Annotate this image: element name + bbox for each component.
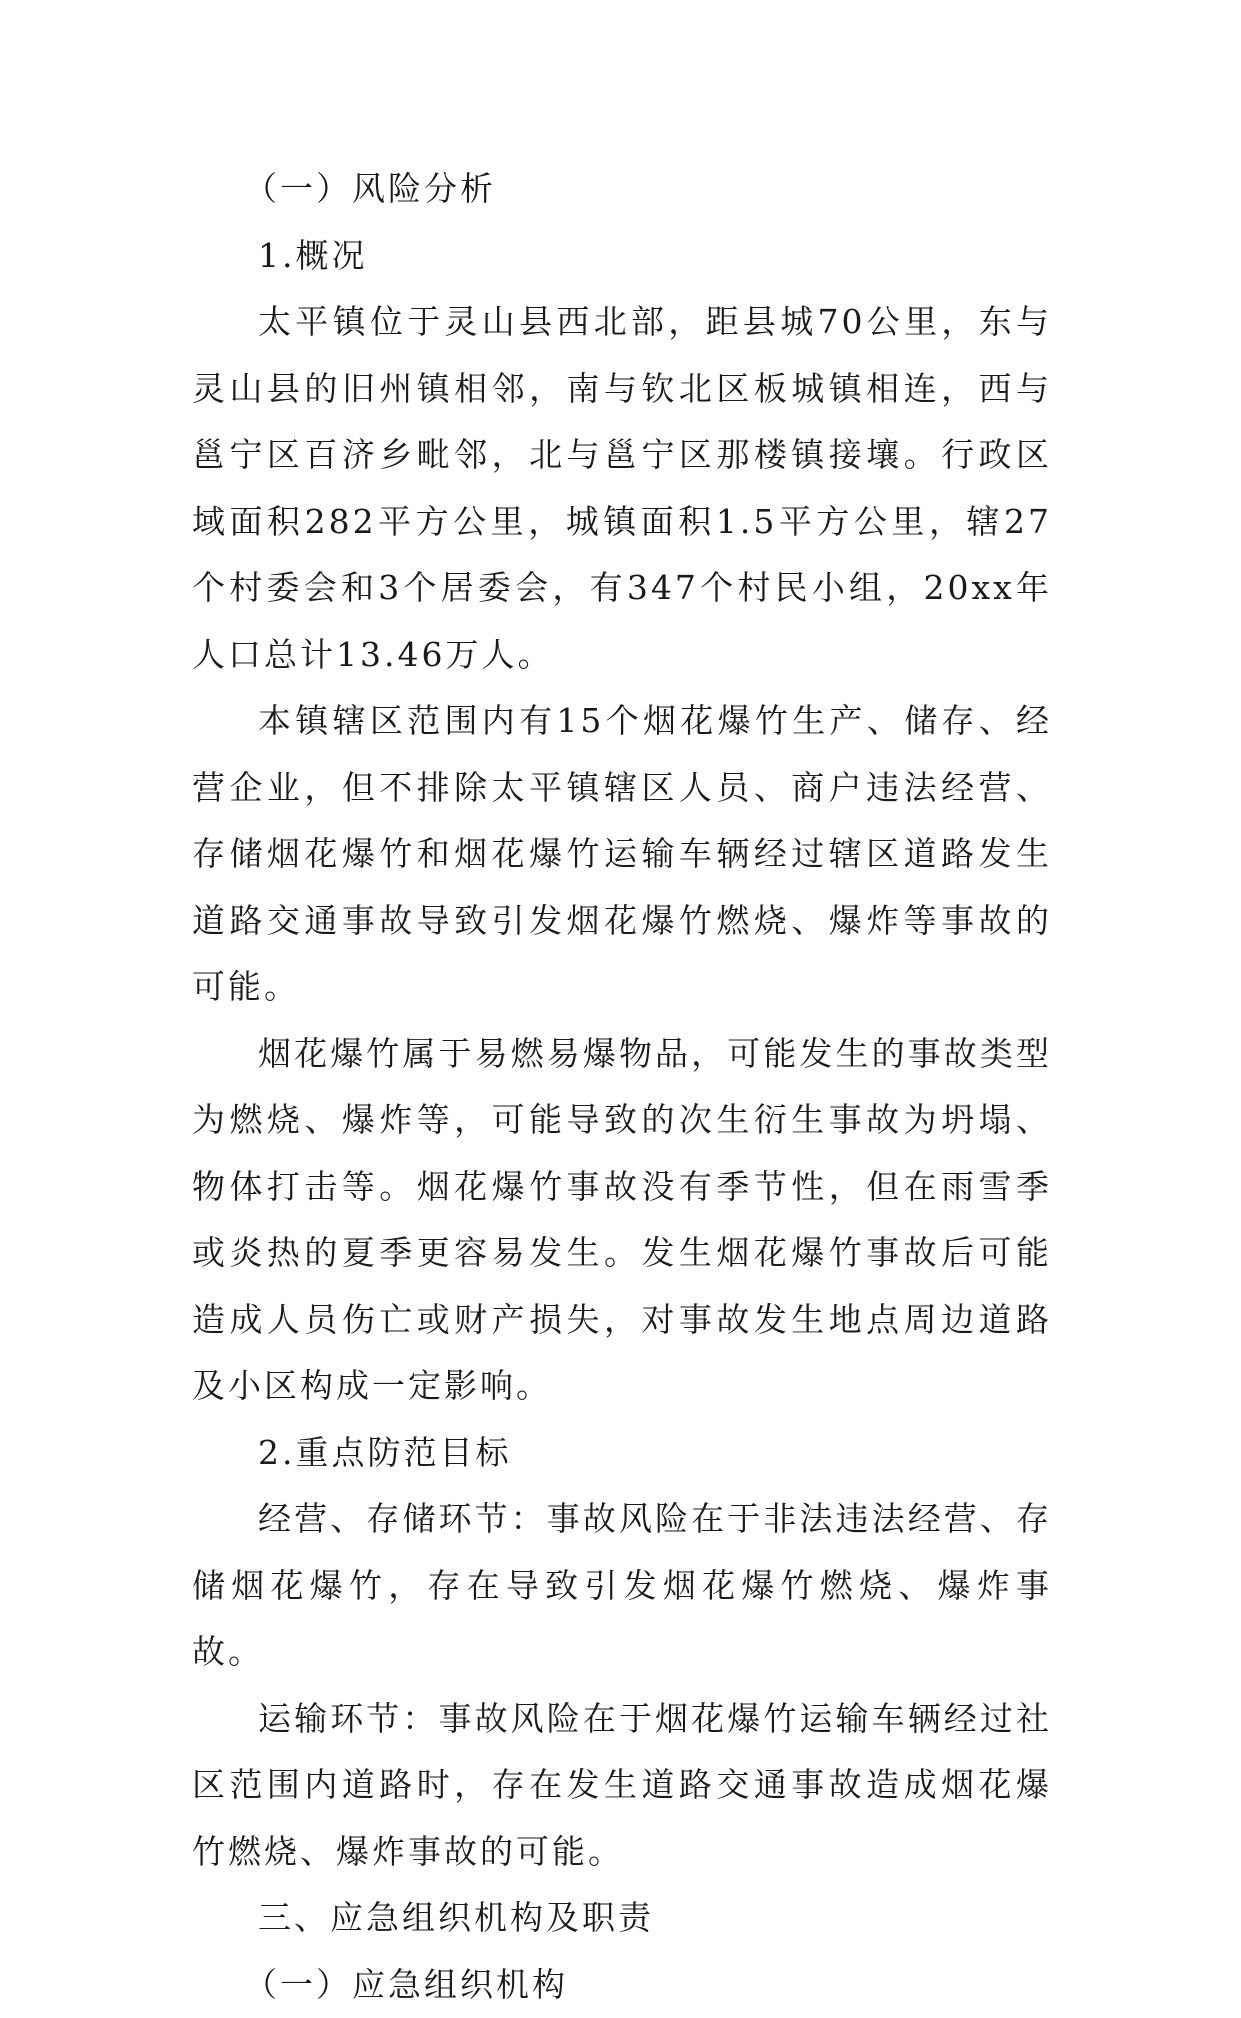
document-body [192, 156, 1052, 2018]
section-heading-organization: 三、应急组织机构及职责 [192, 1885, 1052, 1952]
subheading-overview: 1.概况 [192, 223, 1052, 290]
section-heading-risk-analysis: （一）风险分析 [192, 156, 1052, 223]
paragraph-storage-risk: 经营、存储环节：事故风险在于非法违法经营、存储烟花爆竹，存在导致引发烟花爆竹燃烧、爆炸事故。 [192, 1486, 1052, 1686]
paragraph-enterprises: 本镇辖区范围内有15个烟花爆竹生产、储存、经营企业，但不排除太平镇辖区人员、商户违法经营、存储烟花爆竹和烟花爆竹运输车辆经过辖区道路发生道路交通事故导致引发烟花爆竹燃烧、爆炸等事故的可能。 [192, 688, 1052, 1021]
subheading-emergency-organization: （一）应急组织机构 [192, 1952, 1052, 2018]
paragraph-fireworks-risk: 烟花爆竹属于易燃易爆物品，可能发生的事故类型为燃烧、爆炸等，可能导致的次生衍生事故为坍塌、物体打击等。烟花爆竹事故没有季节性，但在雨雪季或炎热的夏季更容易发生。发生烟花爆竹事故后可能造成人员伤亡或财产损失，对事故发生地点周边道路及小区构成一定影响。 [192, 1021, 1052, 1420]
paragraph-town-overview: 太平镇位于灵山县西北部，距县城70公里，东与灵山县的旧州镇相邻，南与钦北区板城镇相连，西与邕宁区百济乡毗邻，北与邕宁区那楼镇接壤。行政区域面积282平方公里，城镇面积1.5平方公里，辖27个村委会和3个居委会，有347个村民小组，20xx年人口总计13.46万人。 [192, 289, 1052, 688]
paragraph-transport-risk: 运输环节：事故风险在于烟花爆竹运输车辆经过社区范围内道路时，存在发生道路交通事故造成烟花爆竹燃烧、爆炸事故的可能。 [192, 1686, 1052, 1886]
subheading-key-targets: 2.重点防范目标 [192, 1420, 1052, 1487]
